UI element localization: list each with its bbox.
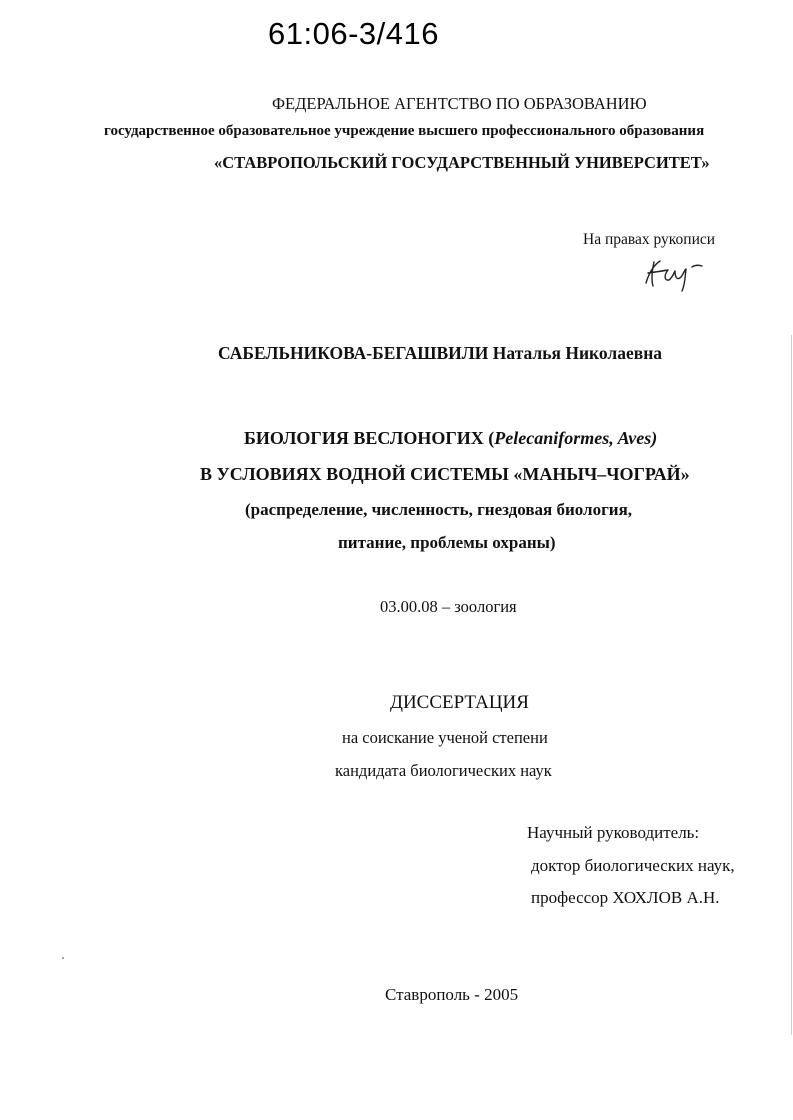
specialty-code: 03.00.08 – зоология xyxy=(380,597,517,616)
scan-speck xyxy=(62,957,64,959)
dissertation-subtitle-line-1: (распределение, численность, гнездовая биология, xyxy=(245,500,633,519)
dissertation-subtitle-line-2: питание, проблемы охраны) xyxy=(338,533,556,552)
supervisor-label: Научный руководитель: xyxy=(527,823,700,842)
author-given-names: Наталья Николаевна xyxy=(492,343,663,363)
degree-purpose-line-1: на соискание ученой степени xyxy=(342,728,548,747)
manuscript-rights-note: На правах рукописи xyxy=(583,231,716,248)
document-type-heading: ДИССЕРТАЦИЯ xyxy=(390,692,529,713)
dissertation-title-line-2: В УСЛОВИЯХ ВОДНОЙ СИСТЕМЫ «МАНЫЧ–ЧОГРАЙ» xyxy=(200,464,690,484)
scan-edge-line xyxy=(791,335,792,1035)
author-surname: САБЕЛЬНИКОВА-БЕГАШВИЛИ xyxy=(218,343,489,363)
handwritten-signature xyxy=(640,253,706,295)
archive-stamp-number: 61:06-3/416 xyxy=(268,16,439,51)
institution-type: государственное образовательное учреждение высшего профессионального образования xyxy=(104,123,705,139)
degree-purpose-line-2: кандидата биологических наук xyxy=(335,761,552,780)
agency-name: ФЕДЕРАЛЬНОЕ АГЕНТСТВО ПО ОБРАЗОВАНИЮ xyxy=(272,94,647,113)
city-and-year: Ставрополь - 2005 xyxy=(385,985,519,1004)
supervisor-degree: доктор биологических наук, xyxy=(531,856,735,875)
dissertation-title-line-1 xyxy=(244,428,657,449)
author-name xyxy=(218,343,662,364)
title-latin-taxon: Pelecaniformes, Aves) xyxy=(494,428,658,448)
university-name: «СТАВРОПОЛЬСКИЙ ГОСУДАРСТВЕННЫЙ УНИВЕРСИТЕТ» xyxy=(214,153,710,172)
title-prefix: БИОЛОГИЯ ВЕСЛОНОГИХ ( xyxy=(244,428,495,448)
supervisor-name: профессор ХОХЛОВ А.Н. xyxy=(531,888,720,907)
